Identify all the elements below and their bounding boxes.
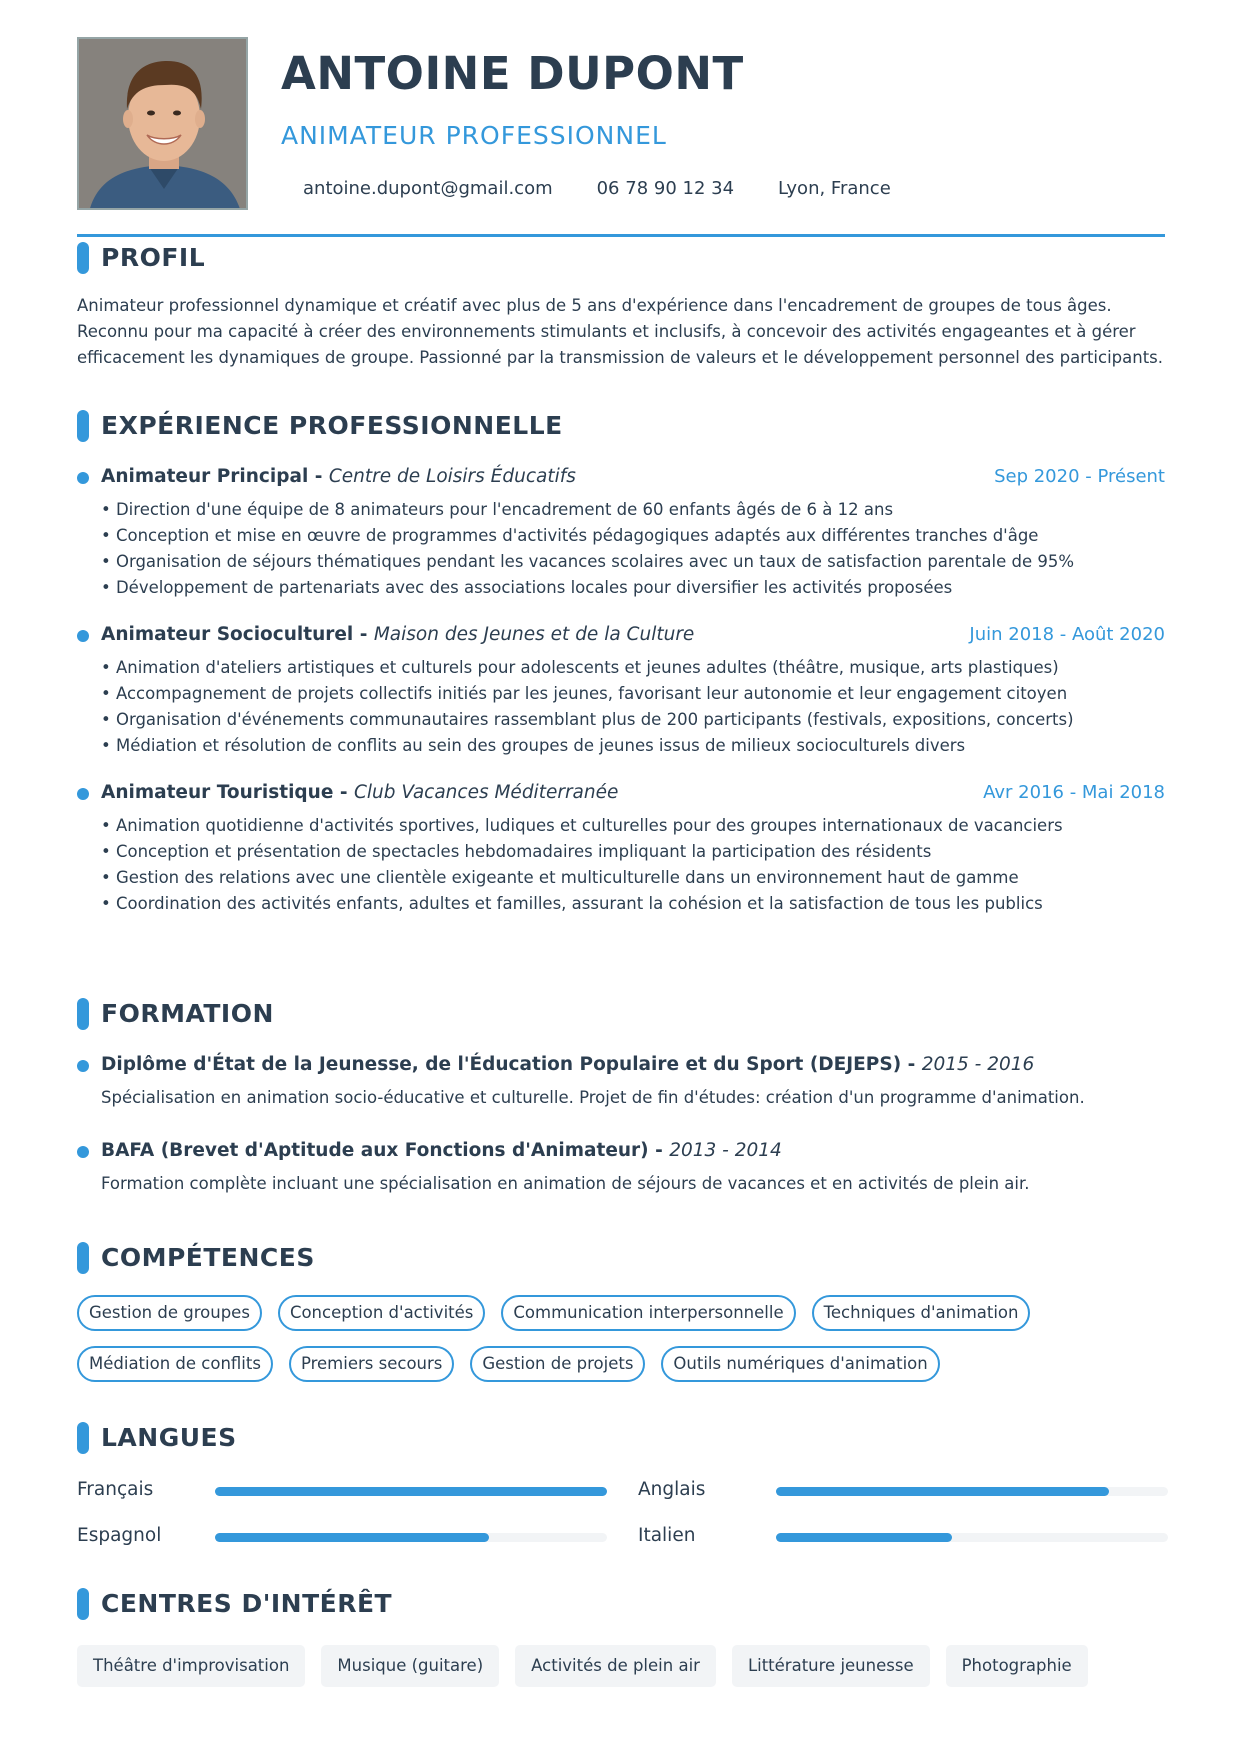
skill-tag: Communication interpersonnelle: [501, 1295, 795, 1331]
education-years: 2015 - 2016: [921, 1054, 1035, 1075]
section-heading: LANGUES: [77, 1421, 1165, 1455]
job-role: Animateur Touristique: [101, 782, 334, 803]
interests-list: [77, 1645, 1165, 1687]
language-level-track: [215, 1533, 607, 1542]
person-portrait-icon: [79, 39, 248, 210]
education-entry: [77, 1051, 1165, 1111]
candidate-name: ANTOINE DUPONT: [281, 47, 744, 100]
education-header: BAFA (Brevet d'Aptitude aux Fonctions d'Animateur) - 2013 - 2014: [101, 1140, 782, 1161]
language-level-track: [776, 1533, 1168, 1542]
education-degree: Diplôme d'État de la Jeunesse, de l'Éducation Populaire et du Sport (DEJEPS): [101, 1054, 902, 1075]
language-level-fill: [776, 1533, 952, 1542]
job-entry: [77, 463, 1165, 601]
contact-info: [303, 178, 935, 199]
job-bullet: • Accompagnement de projets collectifs initiés par les jeunes, favorisant leur autonomie et leur engagement citoyen: [101, 684, 1068, 703]
language-row: [77, 1521, 597, 1551]
contact-phone[interactable]: 06 78 90 12 34: [596, 178, 735, 199]
education-header: Diplôme d'État de la Jeunesse, de l'Éducation Populaire et du Sport (DEJEPS) - 2015 - 2016: [101, 1054, 1035, 1075]
job-dates: Sep 2020 - Présent: [994, 466, 1165, 487]
language-name: Espagnol: [77, 1525, 162, 1546]
job-bullets: [101, 497, 1165, 601]
job-organization: Maison des Jeunes et de la Culture: [373, 624, 695, 645]
language-level-track: [776, 1487, 1168, 1496]
interest-chip: Théâtre d'improvisation: [77, 1645, 305, 1687]
education-entry: [77, 1137, 1165, 1197]
skill-tag: Premiers secours: [289, 1346, 454, 1382]
job-header: Animateur Socioculturel - Maison des Jeunes et de la Culture: [101, 624, 695, 645]
skills-list: [77, 1295, 1077, 1397]
job-bullet: • Médiation et résolution de conflits au sein des groupes de jeunes issus de milieux socioculturels divers: [101, 736, 966, 755]
job-bullet: • Conception et mise en œuvre de programmes d'activités pédagogiques adaptés aux différentes tranches d'âge: [101, 526, 1039, 545]
contact-email[interactable]: antoine.dupont@gmail.com: [303, 178, 553, 199]
section-heading: EXPÉRIENCE PROFESSIONNELLE: [77, 409, 1165, 443]
education-description: Spécialisation en animation socio-éducative et culturelle. Projet de fin d'études: création d'un programme d'animation.: [101, 1088, 1085, 1107]
language-name: Italien: [638, 1525, 696, 1546]
language-row: [638, 1475, 1158, 1505]
job-header: Animateur Principal - Centre de Loisirs Éducatifs: [101, 466, 576, 487]
job-bullets: [101, 813, 1165, 917]
skill-tag: Gestion de projets: [470, 1346, 645, 1382]
section-heading: COMPÉTENCES: [77, 1241, 1165, 1275]
language-name: Anglais: [638, 1479, 706, 1500]
language-level-track: [215, 1487, 607, 1496]
profile-photo: [77, 37, 248, 210]
interest-chip: Photographie: [946, 1645, 1088, 1687]
job-dates: Juin 2018 - Août 2020: [969, 624, 1165, 645]
profile-section: [77, 241, 1165, 371]
job-bullet: • Animation d'ateliers artistiques et culturels pour adolescents et jeunes adultes (théâtre, musique, arts plastiques): [101, 658, 1059, 677]
language-row: [77, 1475, 597, 1505]
job-organization: Centre de Loisirs Éducatifs: [328, 466, 576, 487]
resume-header: [77, 37, 1165, 237]
section-heading: CENTRES D'INTÉRÊT: [77, 1587, 1165, 1621]
interests-section: [77, 1587, 1165, 1687]
education-section: [77, 997, 1165, 1197]
job-bullets: [101, 655, 1165, 759]
language-row: [638, 1521, 1158, 1551]
skill-tag: Gestion de groupes: [77, 1295, 262, 1331]
education-description: Formation complète incluant une spécialisation en animation de séjours de vacances et en activités de plein air.: [101, 1174, 1030, 1193]
language-level-fill: [215, 1487, 607, 1496]
profile-summary: Animateur professionnel dynamique et créatif avec plus de 5 ans d'expérience dans l'encadrement de groupes de tous âges. Reconnu pour ma capacité à créer des environnements stimulants et inclusifs, à concevoir des activités engageantes et à gérer efficacement les dynamiques de groupe. Passionné par la transmission de valeurs et le développement personnel des participants.: [77, 296, 1164, 367]
job-bullet: • Gestion des relations avec une clientèle exigeante et multiculturelle dans un environnement haut de gamme: [101, 868, 1019, 887]
section-heading: FORMATION: [77, 997, 1165, 1031]
education-degree: BAFA (Brevet d'Aptitude aux Fonctions d'Animateur): [101, 1140, 649, 1161]
language-level-fill: [215, 1533, 489, 1542]
job-role: Animateur Principal: [101, 466, 309, 487]
interest-chip: Littérature jeunesse: [732, 1645, 930, 1687]
job-bullet: • Organisation de séjours thématiques pendant les vacances scolaires avec un taux de satisfaction parentale de 95%: [101, 552, 1075, 571]
section-heading: PROFIL: [77, 241, 1165, 275]
job-bullet: • Organisation d'événements communautaires rassemblant plus de 200 participants (festivals, expositions, concerts): [101, 710, 1074, 729]
job-bullet: • Direction d'une équipe de 8 animateurs pour l'encadrement de 60 enfants âgés de 6 à 12 ans: [101, 500, 894, 519]
skill-tag: Outils numériques d'animation: [661, 1346, 939, 1382]
skill-tag: Techniques d'animation: [812, 1295, 1031, 1331]
skill-tag: Médiation de conflits: [77, 1346, 273, 1382]
candidate-title: ANIMATEUR PROFESSIONNEL: [281, 121, 667, 150]
contact-location: Lyon, France: [778, 178, 891, 199]
languages-list: [77, 1475, 1165, 1565]
job-bullet: • Animation quotidienne d'activités sportives, ludiques et culturelles pour des groupes internationaux de vacanciers: [101, 816, 1063, 835]
job-header: Animateur Touristique - Club Vacances Méditerranée: [101, 782, 619, 803]
skills-section: [77, 1241, 1165, 1397]
job-entry: [77, 779, 1165, 917]
job-bullet: • Coordination des activités enfants, adultes et familles, assurant la cohésion et la satisfaction de tous les publics: [101, 894, 1043, 913]
interest-chip: Activités de plein air: [515, 1645, 716, 1687]
job-role: Animateur Socioculturel: [101, 624, 354, 645]
job-organization: Club Vacances Méditerranée: [353, 782, 619, 803]
job-entry: [77, 621, 1165, 759]
job-bullet: • Conception et présentation de spectacles hebdomadaires impliquant la participation des résidents: [101, 842, 932, 861]
interest-chip: Musique (guitare): [321, 1645, 499, 1687]
language-name: Français: [77, 1479, 154, 1500]
experience-section: [77, 409, 1165, 917]
language-level-fill: [776, 1487, 1109, 1496]
education-years: 2013 - 2014: [669, 1140, 782, 1161]
languages-section: [77, 1421, 1165, 1565]
job-bullet: • Développement de partenariats avec des associations locales pour diversifier les activités proposées: [101, 578, 953, 597]
skill-tag: Conception d'activités: [278, 1295, 485, 1331]
job-dates: Avr 2016 - Mai 2018: [983, 782, 1165, 803]
resume-page: [77, 37, 1165, 1675]
